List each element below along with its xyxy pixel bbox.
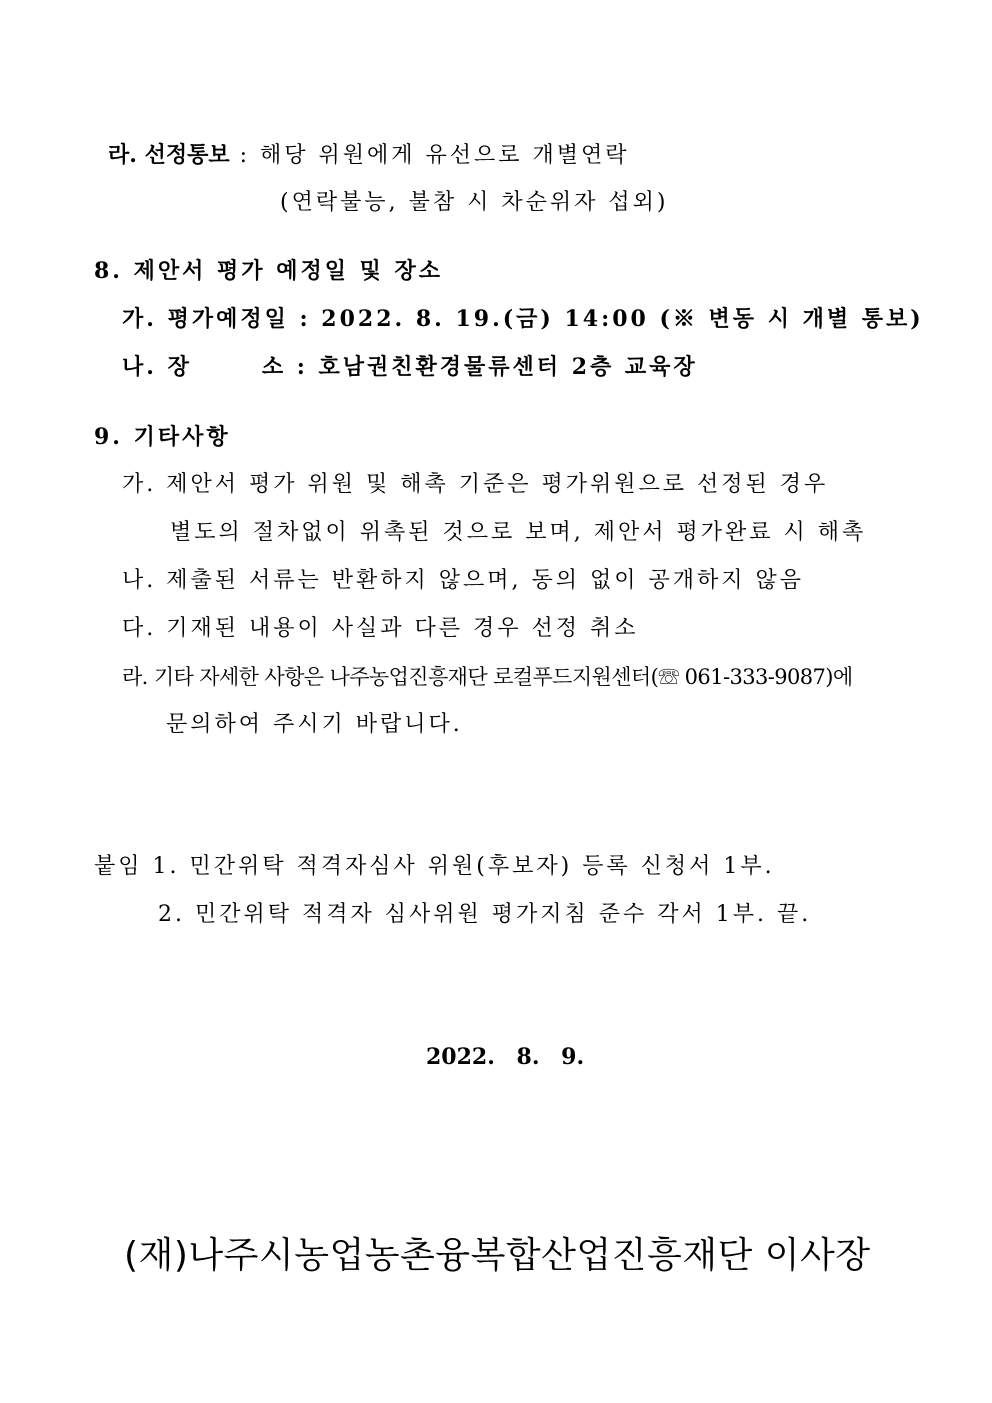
selection-notice-label: 라. 선정통보 [108,142,230,168]
evaluation-place-value: 호남권친환경물류센터 2층 교육장 [318,354,698,380]
selection-notice-note: (연락불능, 불참 시 차순위자 섭외) [280,190,669,215]
other-item-ga-1: 가. 제안서 평가 위원 및 해촉 기준은 평가위원으로 선정된 경우 [122,472,829,497]
section-9-heading: 9. 기타사항 [94,424,231,450]
attachment-line-2: 2. 민간위탁 적격자 심사위원 평가지침 준수 각서 1부. 끝. [158,902,812,927]
selection-notice-text: : 해당 위원에게 유선으로 개별연락 [229,143,630,168]
evaluation-date-label: 가. 평가예정일 : [122,306,322,332]
other-item-ra-2: 문의하여 주시기 바랍니다. [166,712,463,737]
attachment-line-1: 붙임 1. 민간위탁 적격자심사 위원(후보자) 등록 신청서 1부. [94,854,775,879]
evaluation-place-line [122,352,698,382]
evaluation-date-line [122,304,924,334]
other-item-ga-2: 별도의 절차없이 위촉된 것으로 보며, 제안서 평가완료 시 해촉 [170,520,867,545]
evaluation-date-value: 2022. 8. 19.(금) 14:00 (※ 변동 시 개별 통보) [321,306,924,332]
evaluation-place-label-a: 나. 장 [122,354,192,380]
section-8-heading: 8. 제안서 평가 예정일 및 장소 [94,258,444,284]
document-date: 2022. 8. 9. [426,1044,585,1070]
evaluation-place-label-b: 소 : [261,354,319,380]
other-item-ra-1: 라. 기타 자세한 사항은 나주농업진흥재단 로컬푸드지원센터(☏ 061-333-9087)에 [122,665,853,689]
other-item-da: 다. 기재된 내용이 사실과 다른 경우 선정 취소 [122,616,639,641]
selection-notice-line [108,140,630,171]
issuer-signature: (재)나주시농업농촌융복합산업진흥재단 이사장 [124,1235,871,1276]
other-item-na: 나. 제출된 서류는 반환하지 않으며, 동의 없이 공개하지 않음 [122,568,804,593]
